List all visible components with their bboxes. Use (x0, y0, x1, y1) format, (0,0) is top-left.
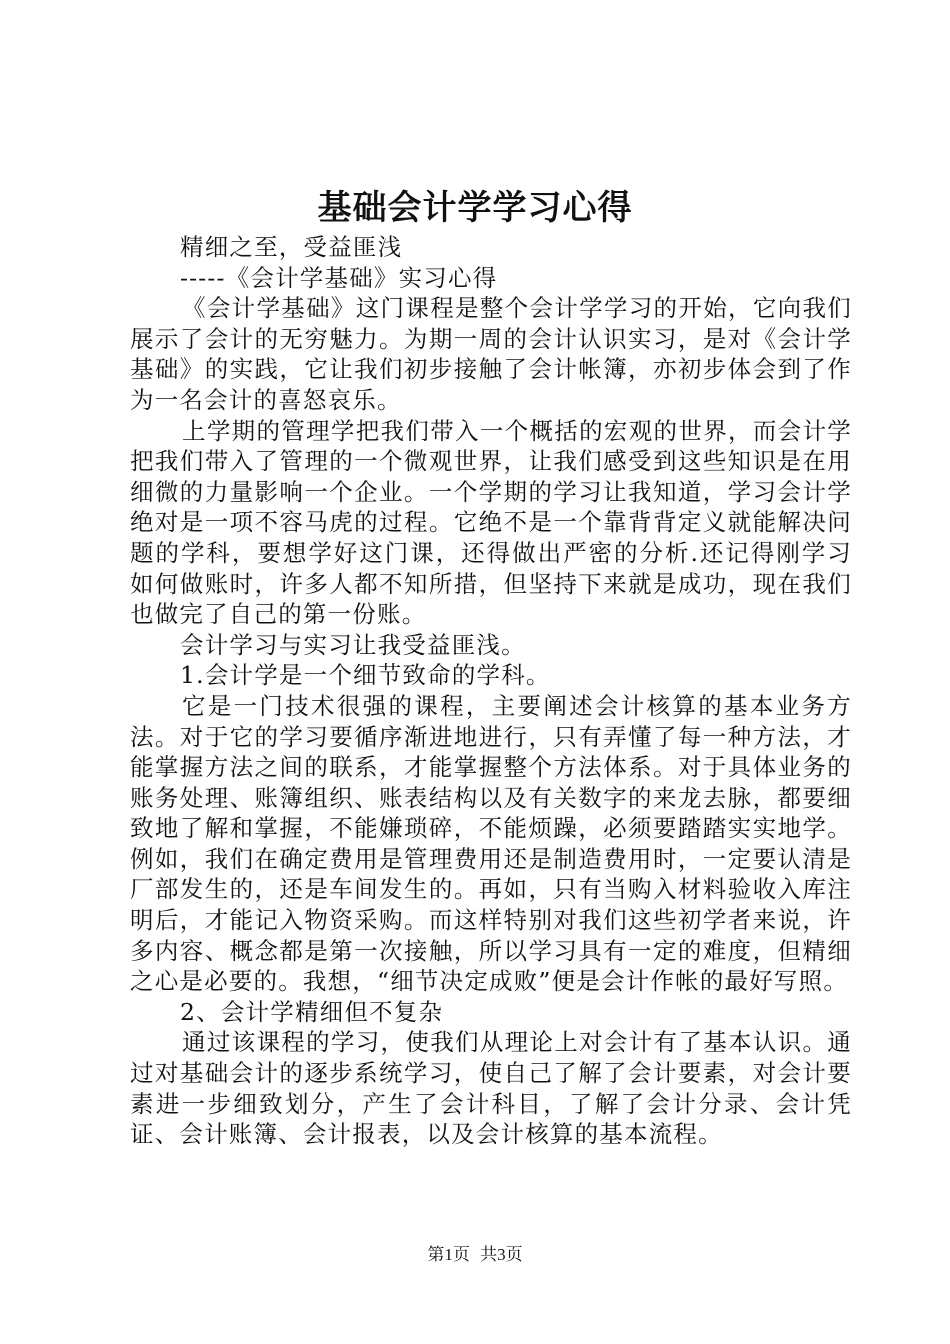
document-title: 基础会计学学习心得 (317, 188, 633, 228)
subtitle-line-1: 精细之至，受益匪浅 (180, 233, 403, 261)
paragraph: 上学期的管理学把我们带入一个概括的宏观的世界，而会计学把我们带入了管理的一个微观世界，让我们感受到这些知识是在用细微的力量影响一个企业。一个学期的学习让我知道，学习会计学绝对是一项不容马虎的过程。它绝不是一个靠背背定义就能解决问题的学科，要想学好这门课，还得做出严密的分析.还记得刚学习如何做账时，许多人都不知所措，但坚持下来就是成功，现在我们也做完了自己的第一份账。 (130, 416, 852, 629)
document-body (130, 232, 852, 1150)
paragraph: 《会计学基础》这门课程是整个会计学学习的开始，它向我们展示了会计的无穷魅力。为期一周的会计认识实习，是对《会计学基础》的实践，它让我们初步接触了会计帐簿，亦初步体会到了作为一名会计的喜怒哀乐。 (130, 294, 852, 414)
section-heading: 1.会计学是一个细节致命的学科。 (180, 661, 551, 690)
paragraph: 通过该课程的学习，使我们从理论上对会计有了基本认识。通过对基础会计的逐步系统学习，使自己了解了会计要素，对会计要素进一步细致划分，产生了会计科目，了解了会计分录、会计凭证、会计账簿、会计报表，以及会计核算的基本流程。 (130, 1028, 852, 1149)
subtitle-line-2: -----《会计学基础》实习心得 (180, 263, 498, 292)
page-total: 共3页 (480, 1245, 523, 1264)
section-heading: 2、会计学精细但不复杂 (180, 997, 444, 1026)
page-number: 第1页 (427, 1245, 470, 1264)
paragraph: 会计学习与实习让我受益匪浅。 (180, 630, 526, 659)
paragraph: 它是一门技术很强的课程，主要阐述会计核算的基本业务方法。对于它的学习要循序渐进地进行，只有弄懂了每一种方法，才能掌握方法之间的联系，才能掌握整个方法体系。对于具体业务的账务处理、账簿组织、账表结构以及有关数字的来龙去脉，都要细致地了解和掌握，不能嫌琐碎，不能烦躁，必须要踏踏实实地学。例如，我们在确定费用是管理费用还是制造费用时，一定要认清是厂部发生的，还是车间发生的。再如，只有当购入材料验收入库注明后，才能记入物资采购。而这样特别对我们这些初学者来说，许多内容、概念都是第一次接触，所以学习具有一定的难度，但精细之心是必要的。我想，“细节决定成败”便是会计作帐的最好写照。 (130, 691, 852, 996)
page-footer (0, 1244, 950, 1266)
